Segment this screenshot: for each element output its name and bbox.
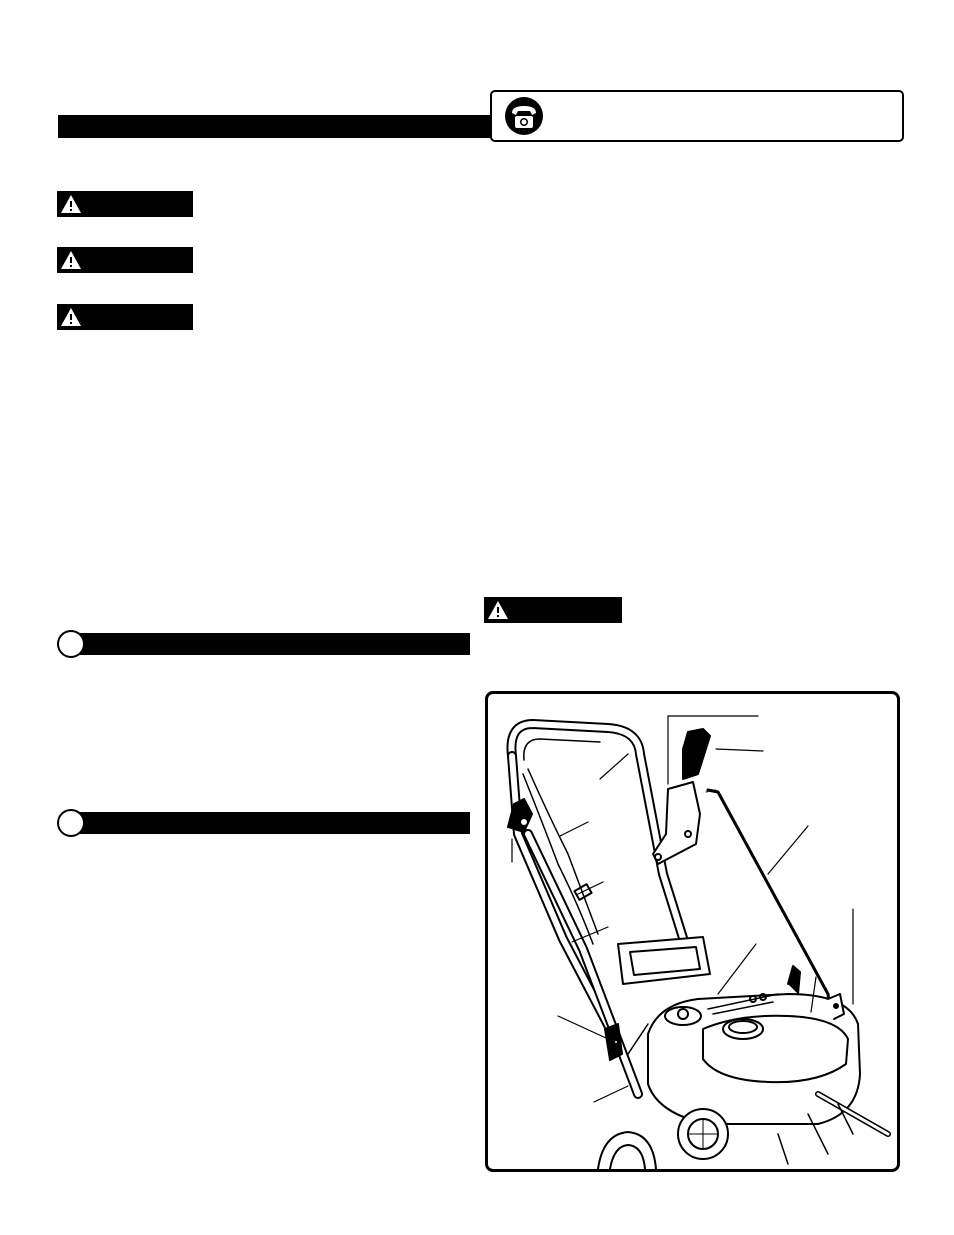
step-header-2 <box>66 812 470 834</box>
warning-label-4 <box>484 597 622 623</box>
warning-triangle-icon <box>60 194 82 214</box>
warning-label-3 <box>57 304 193 330</box>
step-number-circle-1 <box>57 630 85 658</box>
warning-triangle-icon <box>60 307 82 327</box>
phone-panel-connector <box>488 115 492 138</box>
section-header-bar <box>58 115 490 138</box>
step-header-1 <box>66 633 470 655</box>
telephone-icon <box>504 96 544 136</box>
step-number-circle-2 <box>57 809 85 837</box>
warning-label-2 <box>57 247 193 273</box>
assembly-figure <box>485 691 900 1172</box>
phone-panel <box>490 90 904 142</box>
warning-triangle-icon <box>487 600 509 620</box>
warning-label-1 <box>57 191 193 217</box>
warning-triangle-icon <box>60 250 82 270</box>
pressure-washer-handle-assembly-illustration <box>488 694 897 1169</box>
